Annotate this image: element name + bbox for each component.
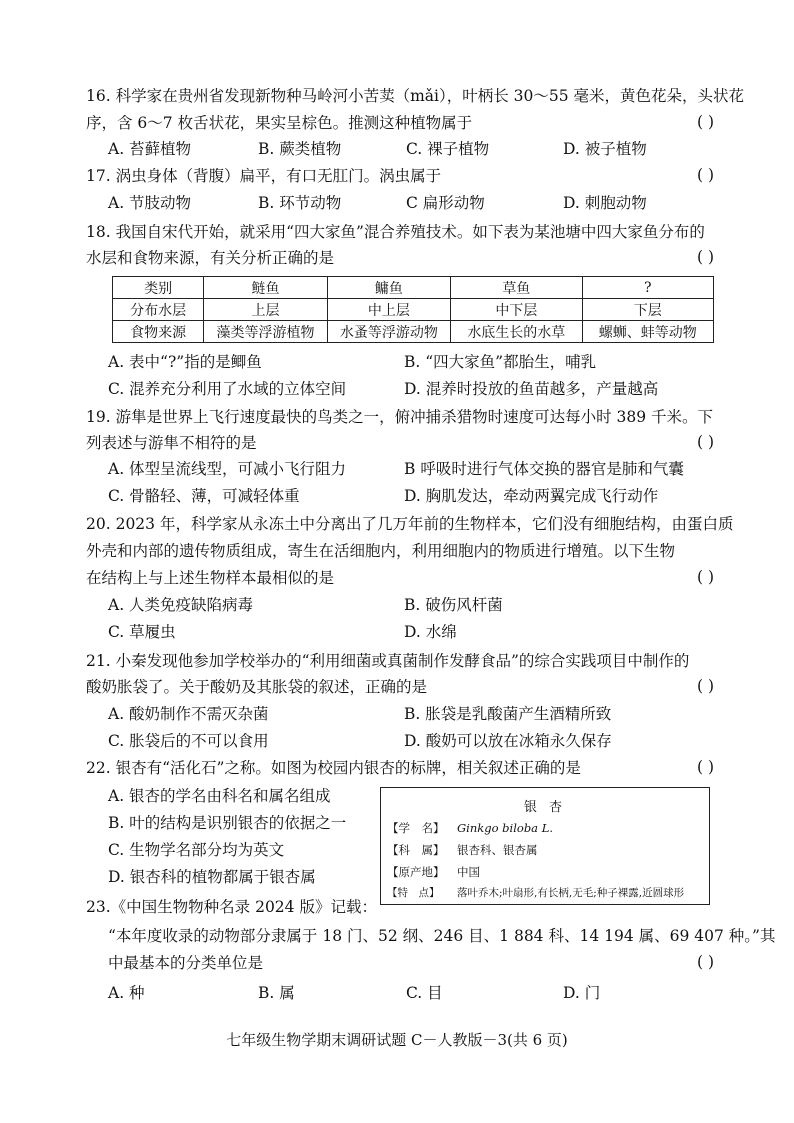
q22-option-d: D. 银杏科的植物都属于银杏属 (108, 868, 316, 886)
q22-option-c: C. 生物学名部分均为英文 (108, 841, 285, 859)
q19-option-a: A. 体型呈流线型，可减小飞行阻力 (108, 460, 347, 478)
ginkgo-label-key: 【科 属】 (387, 843, 445, 857)
q16-stem-line1: 16. 科学家在贵州省发现新物种马岭河小苦荬（mǎi），叶柄长 30～55 毫米，黄色花朵，头状花 (86, 87, 745, 105)
ginkgo-label-row (387, 864, 480, 880)
q20-options-row1 (108, 595, 718, 615)
q20-stem-line3: 在结构上与上述生物样本最相似的是 (86, 569, 335, 587)
ginkgo-label-value: 落叶乔木;叶扇形,有长柄,无毛;种子裸露,近圆球形 (457, 887, 685, 899)
q19-stem-line2: 列表述与游隼不相符的是 (86, 434, 257, 452)
q17-answer-paren: ( ) (696, 166, 714, 184)
q19-answer-paren: ( ) (696, 433, 714, 451)
q16-answer-paren: ( ) (696, 113, 714, 131)
q21-option-b: B. 胀袋是乳酸菌产生酒精所致 (404, 705, 612, 723)
q22-option-d-row (108, 867, 378, 887)
table-header-cell: ? (582, 277, 713, 299)
table-cell: 下层 (582, 299, 713, 321)
q23-option-a: A. 种 (108, 984, 145, 1002)
q17-option-c: C 扁形动物 (406, 194, 485, 212)
q21-options-row2 (108, 731, 718, 751)
q21-option-a: A. 酸奶制作不需灭杂菌 (108, 705, 269, 723)
q23-answer-paren: ( ) (696, 953, 714, 971)
q16-option-d: D. 被子植物 (563, 140, 647, 158)
q20-option-c: C. 草履虫 (108, 623, 176, 641)
table-row (113, 321, 714, 343)
ginkgo-label-value: Ginkgo biloba L. (457, 821, 553, 835)
table-cell: 上层 (204, 299, 327, 321)
q18-stem-line2: 水层和食物来源，有关分析正确的是 (86, 249, 335, 267)
ginkgo-label-value: 中国 (457, 865, 480, 879)
q20-stem-line2: 外壳和内部的遗传物质组成，寄生在活细胞内，利用细胞内的物质进行增殖。以下生物 (86, 542, 676, 560)
q19-options-row1 (108, 459, 718, 479)
q23-stem-line2: “本年度收录的动物部分隶属于 18 门、52 纲、246 目、1 884 科、14 194 属、69 407 种。”其 (108, 927, 776, 945)
q22-answer-paren: ( ) (696, 758, 714, 776)
q18-answer-paren: ( ) (696, 248, 714, 266)
q21-option-d: D. 酸奶可以放在冰箱永久保存 (404, 732, 612, 750)
q22-stem-line1: 22. 银杏有“活化石”之称。如图为校园内银杏的标牌，相关叙述正确的是 (86, 759, 581, 777)
q22-option-c-row (108, 840, 378, 860)
q18-option-d: D. 混养时投放的鱼苗越多，产量越高 (404, 380, 659, 398)
q19-stem-line1: 19. 游隼是世界上飞行速度最快的鸟类之一，俯冲捕杀猎物时速度可达每小时 389 千米。下 (86, 408, 714, 426)
q18-option-a: A. 表中“?”指的是鲫鱼 (108, 353, 262, 371)
table-header-cell: 鳙鱼 (327, 277, 450, 299)
q18-option-b: B. “四大家鱼”都胎生，哺乳 (404, 353, 597, 371)
q23-option-d: D. 门 (563, 984, 601, 1002)
q20-answer-paren: ( ) (696, 568, 714, 586)
ginkgo-label-card (380, 787, 710, 905)
q16-option-b: B. 蕨类植物 (258, 140, 342, 158)
q17-option-d: D. 刺胞动物 (563, 194, 647, 212)
fish-distribution-table (112, 276, 714, 343)
ginkgo-label-row (387, 842, 538, 858)
q21-options-row1 (108, 704, 718, 724)
q20-options-row2 (108, 622, 718, 642)
table-header-cell: 类别 (113, 277, 204, 299)
q18-option-c: C. 混养充分利用了水域的立体空间 (108, 380, 347, 398)
ginkgo-label-key: 【学 名】 (387, 821, 445, 835)
table-header-cell: 草鱼 (451, 277, 582, 299)
q22-option-b-row (108, 813, 378, 833)
q18-options-row1 (108, 352, 718, 372)
q17-option-b: B. 环节动物 (258, 194, 342, 212)
table-cell: 水底生长的水草 (451, 321, 582, 343)
q22-option-b: B. 叶的结构是识别银杏的依据之一 (108, 814, 347, 832)
q19-option-d: D. 胸肌发达，牵动两翼完成飞行动作 (404, 487, 659, 505)
q19-option-b: B 呼吸时进行气体交换的器官是肺和气囊 (404, 460, 684, 478)
q21-answer-paren: ( ) (696, 677, 714, 695)
q20-option-a: A. 人类免疫缺陷病毒 (108, 596, 254, 614)
q19-option-c: C. 骨骼轻、薄，可减轻体重 (108, 487, 300, 505)
q19-options-row2 (108, 486, 718, 506)
ginkgo-label-value: 银杏科、银杏属 (457, 843, 538, 857)
table-cell: 中上层 (327, 299, 450, 321)
ginkgo-label-key: 【特 点】 (387, 887, 440, 899)
q16-option-a: A. 苔藓植物 (108, 140, 192, 158)
q23-stem-line1: 23.《中国生物物种名录 2024 版》记载： (86, 898, 377, 916)
table-row (113, 299, 714, 321)
q22-option-a: A. 银杏的学名由科名和属名组成 (108, 787, 331, 805)
table-cell: 螺蛳、蚌等动物 (582, 321, 713, 343)
q20-stem-line1: 20. 2023 年，科学家从永冻土中分离出了几万年前的生物样本，它们没有细胞结构，由蛋白质 (86, 515, 734, 533)
q21-stem-line1: 21. 小秦发现他参加学校举办的“利用细菌或真菌制作发酵食品”的综合实践项目中制作的 (86, 652, 690, 670)
q23-option-c: C. 目 (406, 984, 443, 1002)
ginkgo-label-key: 【原产地】 (387, 865, 445, 879)
q23-options (108, 983, 718, 1003)
q18-stem-line1: 18. 我国自宋代开始，就采用“四大家鱼”混合养殖技术。如下表为某池塘中四大家鱼分布的 (86, 223, 705, 241)
q17-option-a: A. 节肢动物 (108, 194, 192, 212)
q20-option-b: B. 破伤风杆菌 (404, 596, 503, 614)
table-cell: 藻类等浮游植物 (204, 321, 327, 343)
q22-option-a-row (108, 786, 378, 806)
table-cell: 水蚤等浮游动物 (327, 321, 450, 343)
q16-options (108, 139, 718, 159)
q23-stem-line3: 中最基本的分类单位是 (108, 954, 264, 972)
q23-option-b: B. 属 (258, 984, 295, 1002)
table-cell: 中下层 (451, 299, 582, 321)
q17-stem-line1: 17. 涡虫身体（背腹）扁平，有口无肛门。涡虫属于 (86, 167, 442, 185)
q20-option-d: D. 水绵 (404, 623, 457, 641)
table-header-row (113, 277, 714, 299)
q18-options-row2 (108, 379, 718, 399)
table-cell: 分布水层 (113, 299, 204, 321)
ginkgo-label-row (387, 820, 553, 836)
q16-stem-line2: 序，含 6～7 枚舌状花，果实呈棕色。推测这种植物属于 (86, 114, 473, 132)
q21-option-c: C. 胀袋后的不可以食用 (108, 732, 269, 750)
table-cell: 食物来源 (113, 321, 204, 343)
ginkgo-label-title: 银 杏 (523, 800, 567, 815)
page-footer: 七年级生物学期末调研试题 C－人教版－3(共 6 页) (226, 1031, 568, 1049)
q16-option-c: C. 裸子植物 (406, 140, 490, 158)
q17-options (108, 193, 718, 213)
q21-stem-line2: 酸奶胀袋了。关于酸奶及其胀袋的叙述，正确的是 (86, 678, 428, 696)
table-header-cell: 鲢鱼 (204, 277, 327, 299)
